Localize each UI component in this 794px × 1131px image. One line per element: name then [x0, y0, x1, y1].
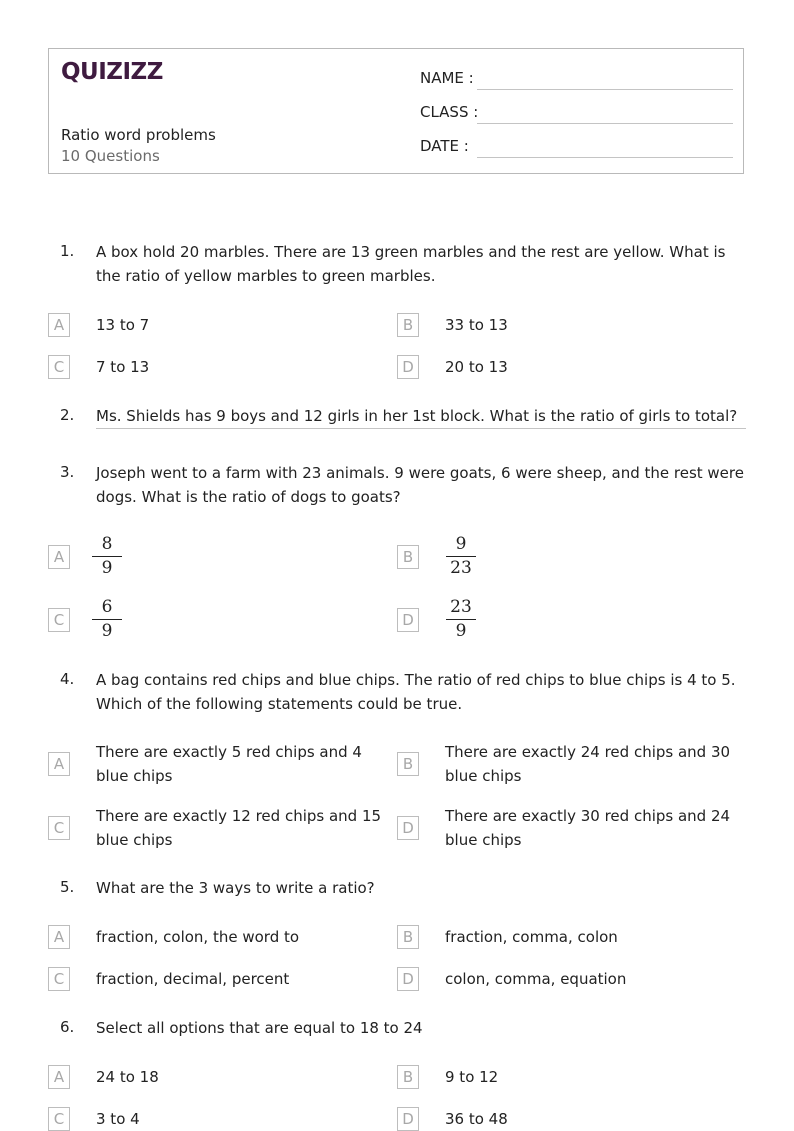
class-line[interactable]	[477, 123, 733, 124]
q3-option-a-letter[interactable]: A	[48, 545, 70, 569]
q4-option-d-letter[interactable]: D	[397, 816, 419, 840]
question-3-number: 3.	[60, 463, 75, 481]
q6-option-a-text: 24 to 18	[96, 1068, 159, 1086]
question-5-text: What are the 3 ways to write a ratio?	[96, 879, 375, 897]
q1-option-d-letter[interactable]: D	[397, 355, 419, 379]
date-line[interactable]	[477, 157, 733, 158]
q5-option-a-text: fraction, colon, the word to	[96, 928, 300, 946]
q6-option-d-letter[interactable]: D	[397, 1107, 419, 1131]
name-field[interactable]	[420, 66, 733, 90]
question-2-number: 2.	[60, 406, 75, 424]
question-2-answer-line[interactable]	[96, 428, 746, 429]
question-4-number: 4.	[60, 670, 75, 688]
q3-option-a-fraction	[92, 533, 122, 579]
q3-option-b-denominator: 23	[450, 558, 472, 578]
q3-option-d-letter[interactable]: D	[397, 608, 419, 632]
q6-option-c-text: 3 to 4	[96, 1110, 140, 1128]
q6-option-a-letter[interactable]: A	[48, 1065, 70, 1089]
q5-option-a-letter[interactable]: A	[48, 925, 70, 949]
question-2-text: Ms. Shields has 9 boys and 12 girls in her 1st block. What is the ratio of girls to total?	[96, 407, 738, 425]
name-label: NAME :	[420, 69, 474, 87]
name-line[interactable]	[477, 89, 733, 90]
question-6-text: Select all options that are equal to 18 to 24	[96, 1019, 423, 1037]
q4-option-b-text: There are exactly 24 red chips and 30 blue chips	[445, 743, 731, 785]
q6-option-c-letter[interactable]: C	[48, 1107, 70, 1131]
q3-option-b-fraction	[446, 533, 476, 579]
question-count: 10 Questions	[61, 147, 160, 165]
question-1-text: A box hold 20 marbles. There are 13 green marbles and the rest are yellow. What is the ratio of yellow marbles to green marbles.	[96, 243, 726, 285]
q3-option-c-fraction	[92, 596, 122, 642]
q1-option-d-text: 20 to 13	[445, 358, 508, 376]
q1-option-b-text: 33 to 13	[445, 316, 508, 334]
q5-option-b-letter[interactable]: B	[397, 925, 419, 949]
q1-option-c-letter[interactable]: C	[48, 355, 70, 379]
q1-option-a-letter[interactable]: A	[48, 313, 70, 337]
q3-option-c-numerator: 6	[101, 597, 113, 617]
q3-option-c-letter[interactable]: C	[48, 608, 70, 632]
q3-option-d-fraction	[446, 596, 476, 642]
q6-option-b-letter[interactable]: B	[397, 1065, 419, 1089]
question-6-number: 6.	[60, 1018, 75, 1036]
q6-option-b-text: 9 to 12	[445, 1068, 499, 1086]
q3-option-b-letter[interactable]: B	[397, 545, 419, 569]
q4-option-d-text: There are exactly 30 red chips and 24 blue chips	[445, 807, 731, 849]
q5-option-d-letter[interactable]: D	[397, 967, 419, 991]
q3-option-b-numerator: 9	[455, 534, 467, 554]
q4-option-c-letter[interactable]: C	[48, 816, 70, 840]
q4-option-a-letter[interactable]: A	[48, 752, 70, 776]
class-field[interactable]	[420, 100, 733, 124]
quizizz-logo: QUIZIZZ	[61, 59, 163, 85]
q3-option-d-denominator: 9	[455, 621, 467, 641]
q1-option-c-text: 7 to 13	[96, 358, 150, 376]
q5-option-d-text: colon, comma, equation	[445, 970, 627, 988]
q4-option-a-text: There are exactly 5 red chips and 4 blue chips	[96, 743, 362, 785]
q3-option-a-denominator: 9	[101, 558, 113, 578]
q5-option-c-text: fraction, decimal, percent	[96, 970, 290, 988]
q5-option-b-text: fraction, comma, colon	[445, 928, 618, 946]
worksheet-title: Ratio word problems	[61, 126, 216, 144]
date-field[interactable]	[420, 134, 733, 158]
q1-option-a-text: 13 to 7	[96, 316, 150, 334]
q3-option-d-numerator: 23	[450, 597, 472, 617]
question-3-text: Joseph went to a farm with 23 animals. 9 were goats, 6 were sheep, and the rest were dogs. What is the ratio of dogs to goats?	[96, 464, 744, 506]
question-4-text: A bag contains red chips and blue chips. The ratio of red chips to blue chips is 4 to 5. Which of the following statements could be true.	[96, 671, 736, 713]
question-1-number: 1.	[60, 242, 75, 260]
q6-option-d-text: 36 to 48	[445, 1110, 508, 1128]
q3-option-c-denominator: 9	[101, 621, 113, 641]
q4-option-c-text: There are exactly 12 red chips and 15 blue chips	[96, 807, 382, 849]
date-label: DATE :	[420, 137, 469, 155]
q5-option-c-letter[interactable]: C	[48, 967, 70, 991]
question-5-number: 5.	[60, 878, 75, 896]
class-label: CLASS :	[420, 103, 479, 121]
worksheet-header	[48, 48, 744, 174]
q1-option-b-letter[interactable]: B	[397, 313, 419, 337]
q3-option-a-numerator: 8	[101, 534, 113, 554]
q4-option-b-letter[interactable]: B	[397, 752, 419, 776]
